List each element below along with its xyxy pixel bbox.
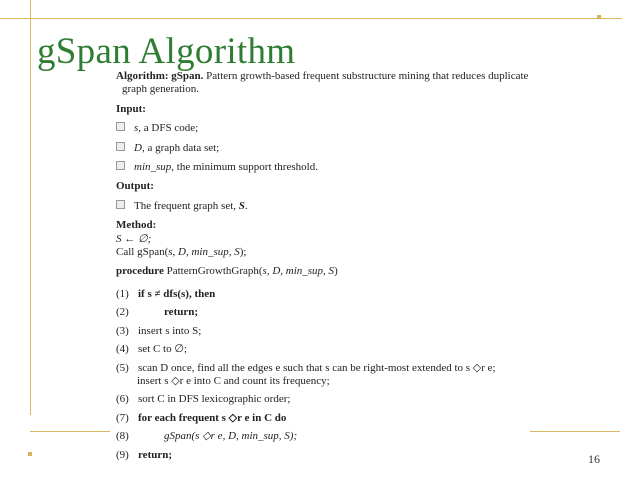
left-rule	[30, 0, 31, 415]
input-text: , the minimum support threshold.	[171, 161, 318, 174]
step-number: (3)	[116, 324, 129, 337]
bullet-icon	[116, 122, 125, 131]
step-line	[116, 288, 596, 301]
method-line: S ← ∅;	[116, 232, 152, 245]
step-number: (9)	[116, 448, 129, 461]
input-text: , a DFS code;	[138, 122, 199, 135]
step-number: (8)	[116, 430, 129, 443]
step-continuation: insert s ◇r e into C and count its frequency;	[137, 374, 330, 387]
step-number: (1)	[116, 287, 129, 300]
step-text: return;	[138, 448, 173, 461]
bullet-icon	[116, 142, 125, 151]
method-call-args: s, D, min_sup, S	[168, 246, 240, 259]
step-text: scan D once, find all the edges e such that s can be right-most extended to s ◇r e;	[138, 361, 496, 374]
input-item	[116, 142, 596, 155]
algorithm-description: Pattern growth-based frequent substructure mining that reduces duplicate	[203, 70, 529, 82]
method-label: Method:	[116, 219, 157, 232]
step-text: return;	[164, 306, 199, 319]
output-text: The frequent graph set,	[134, 199, 239, 212]
top-rule	[0, 18, 622, 19]
step-text: set C to ∅;	[138, 343, 188, 356]
step-line	[116, 325, 596, 338]
corner-square	[28, 452, 32, 456]
output-end: .	[244, 199, 248, 212]
step-number: (5)	[116, 361, 129, 374]
step-line	[116, 449, 596, 462]
step-line	[116, 343, 596, 356]
slide-title: gSpan Algorithm	[37, 31, 296, 72]
step-text: for each frequent s ◇r e in C do	[138, 411, 287, 424]
step-text: if s ≠ dfs(s), then	[138, 287, 216, 300]
input-var: s	[134, 122, 139, 135]
algorithm-box	[116, 70, 596, 462]
step-number: (4)	[116, 343, 129, 356]
procedure-args: s, D, min_sup, S	[262, 265, 335, 278]
method-call	[116, 246, 596, 259]
procedure-line	[116, 265, 596, 278]
step-number: (6)	[116, 393, 129, 406]
output-label: Output:	[116, 180, 154, 193]
procedure-keyword: procedure	[116, 265, 164, 278]
step-line	[116, 306, 596, 319]
output-item	[116, 200, 596, 213]
step-line	[116, 362, 596, 375]
procedure-close: )	[334, 265, 338, 278]
step-text: gSpan(s ◇r e, D, min_sup, S);	[164, 430, 298, 443]
step-text: sort C in DFS lexicographic order;	[138, 393, 291, 406]
input-var: min_sup	[134, 161, 172, 174]
input-var: D	[134, 141, 142, 154]
procedure-name: PatternGrowthGraph(	[163, 265, 263, 278]
corner-square	[597, 15, 601, 19]
input-item	[116, 122, 596, 135]
input-label: Input:	[116, 102, 146, 115]
step-line	[116, 412, 596, 425]
step-text: insert s into S;	[138, 324, 202, 337]
output-var: S	[238, 199, 245, 212]
step-line	[116, 393, 596, 406]
bullet-icon	[116, 200, 125, 209]
step-line	[116, 430, 596, 443]
method-call-pre: Call gSpan(	[116, 246, 169, 259]
step-number: (7)	[116, 411, 129, 424]
input-item	[116, 161, 596, 174]
algorithm-description-cont: graph generation.	[122, 83, 199, 96]
step-number: (2)	[116, 306, 129, 319]
method-call-post: );	[239, 246, 247, 259]
input-text: , a graph data set;	[141, 141, 220, 154]
bullet-icon	[116, 161, 125, 170]
algorithm-label: Algorithm: gSpan.	[116, 70, 204, 82]
algorithm-heading	[116, 70, 596, 83]
bottom-rule-left	[30, 431, 110, 432]
page-number: 16	[588, 452, 600, 466]
